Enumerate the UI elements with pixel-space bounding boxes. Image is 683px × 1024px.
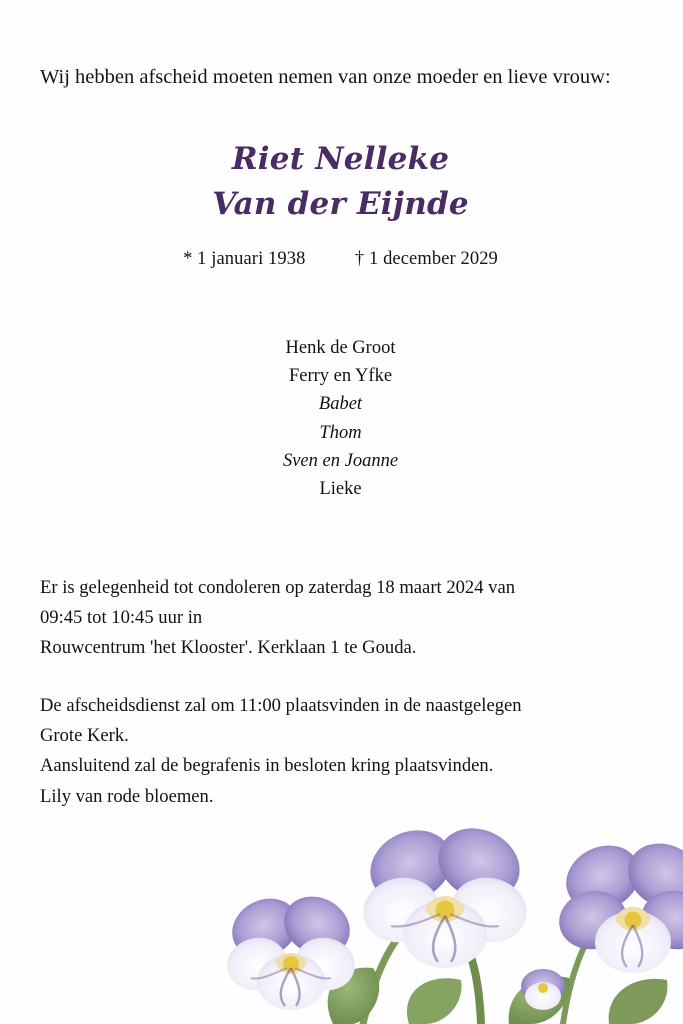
list-item: Ferry en Yfke [288,366,393,387]
life-dates [40,249,641,270]
death-date: 1 december 2029 [369,249,498,270]
service-line-2: Grote Kerk. [40,725,129,747]
name-line-1: Riet Nelleke [231,140,450,177]
family-list [40,334,641,503]
death-symbol: † [354,249,365,270]
intro-text: Wij hebben afscheid moeten nemen van onze moeder en lieve vrouw: [40,66,611,88]
service-line-4: Lily van rode bloemen. [40,785,214,807]
details-section [40,573,641,812]
birth-symbol: * [183,249,193,270]
birth-date: 1 januari 1938 [197,249,306,270]
list-item: Lieke [319,478,362,499]
condolence-line-2: 09:45 tot 10:45 uur in [40,607,203,629]
condolence-line-1: Er is gelegenheid tot condoleren op zaterdag 18 maart 2024 van [40,576,516,598]
condolence-line-3: Rouwcentrum 'het Klooster'. Kerklaan 1 te Gouda. [40,637,417,659]
name-line-2: Van der Eijnde [212,185,469,222]
service-paragraph [40,691,641,811]
list-item: Babet [318,394,363,415]
list-item: Henk de Groot [285,338,396,359]
list-item: Thom [319,422,362,443]
condolence-paragraph [40,573,641,663]
deceased-name [40,140,641,224]
service-line-1: De afscheidsdienst zal om 11:00 plaatsvinden in de naastgelegen [40,695,522,717]
service-line-3: Aansluitend zal de begrafenis in besloten kring plaatsvinden. [40,755,494,777]
list-item: Sven en Joanne [282,450,399,471]
